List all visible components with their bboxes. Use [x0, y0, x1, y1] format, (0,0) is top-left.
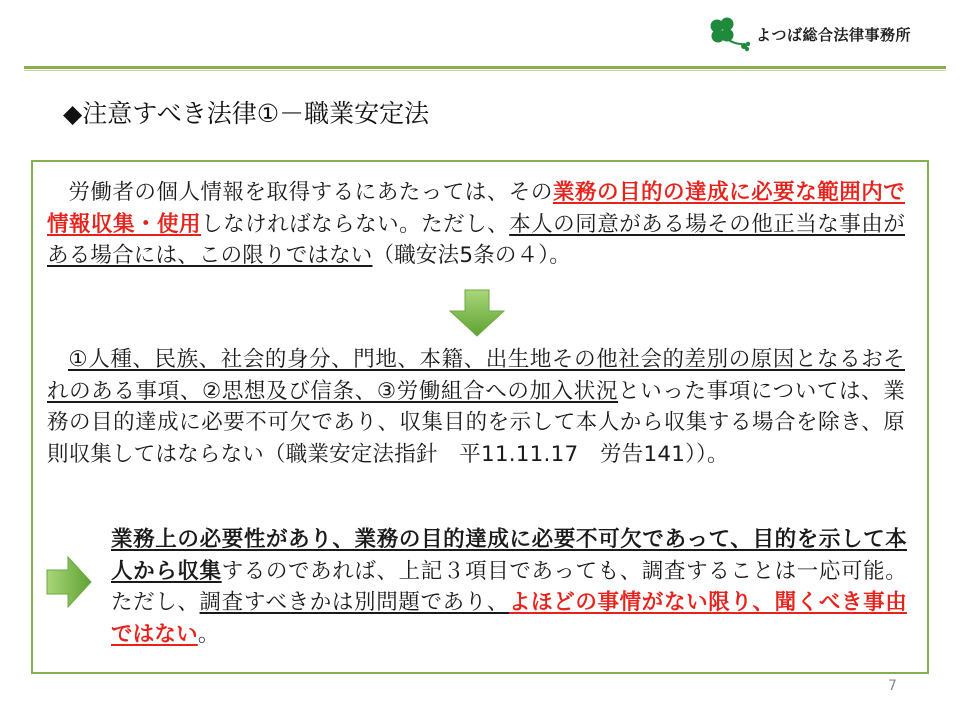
p3-separate-issue: 調査すべきかは別問題であり、	[199, 590, 509, 615]
p2-items: ①人種、民族、社会的身分、門地、本籍、出生地その他社会的差別の原因となるおそれのある事項、②思想及び信条、③労働組合への加入状況	[47, 347, 905, 404]
p3-text-1: するのであれば、上記３項目であっても、調査することは一応可能。ただし、	[111, 558, 907, 615]
p1-text-2: しなければならない。ただし、	[201, 211, 510, 237]
header-rule	[24, 66, 946, 69]
header-rule-light	[24, 70, 946, 71]
p1-exception: 本人の同意がある場その他正当な事由がある場合には、この限りではない	[47, 211, 905, 268]
slide-title: ◆注意すべき法律①－職業安定法	[63, 99, 430, 128]
right-arrow-icon	[46, 556, 92, 608]
p1-citation: （職安法5条の４）。	[372, 243, 571, 268]
page-number: 7	[888, 678, 897, 694]
paragraph-conclusion	[111, 524, 907, 650]
firm-logo	[706, 14, 911, 54]
p3-emphasis: よほどの事情がない限り、聞くべき事由ではない	[111, 590, 907, 647]
p1-emphasis: 業務の目的の達成に必要な範囲内で情報収集・使用	[47, 180, 905, 237]
p3-condition: 業務上の必要性があり、業務の目的達成に必要不可欠であって、目的を示して本人から収集	[111, 527, 907, 584]
p2-text: といった事項については、業務の目的達成に必要不可欠であり、収集目的を示して本人から収集する場合を除き、原則収集してはならない（職業安定法指針 平11.11.17 労告141））。	[47, 378, 905, 467]
clover-icon	[706, 14, 752, 54]
p1-text-1: 労働者の個人情報を取得するにあたっては、その	[68, 180, 553, 205]
paragraph-privacy-rule	[47, 177, 905, 272]
paragraph-prohibited-items	[47, 344, 905, 470]
p3-period: 。	[197, 621, 220, 647]
firm-name: よつば総合法律事務所	[756, 25, 912, 44]
down-arrow-icon	[449, 289, 505, 337]
